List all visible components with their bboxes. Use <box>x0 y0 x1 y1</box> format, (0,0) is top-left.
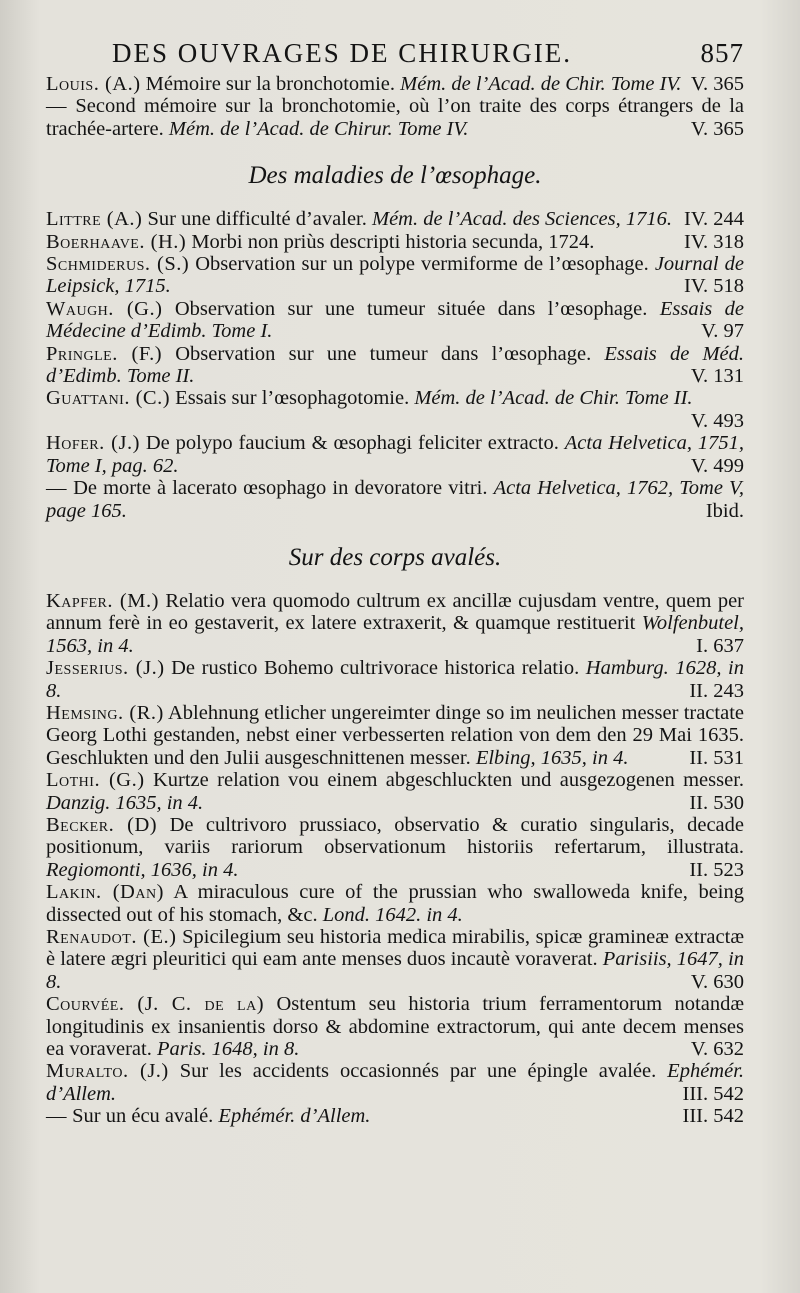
entry-reference: Mém. de l’Acad. des Sciences, 1716. <box>372 208 672 231</box>
entry-reference: Wolfenbutel, 1563, in 4. <box>46 612 744 657</box>
entry-reference: Acta Helvetica, 1762, Tome V, page 165. <box>46 477 745 522</box>
entry-reference: Mém. de l’Acad. de Chirur. Tome IV. <box>168 117 469 140</box>
entry-volume: III. 542 <box>682 1082 744 1105</box>
entry-volume: I. 637 <box>696 634 744 657</box>
bibliography-entry <box>46 926 744 993</box>
entry-author: — <box>46 1105 67 1128</box>
entry-author: Louis. (A.) <box>46 73 141 95</box>
bibliography-entry <box>46 657 744 702</box>
entry-author: — <box>46 477 67 500</box>
entry-reference: Essais de Médecine d’Edimb. Tome I. <box>46 297 745 343</box>
entry-author: Jesserius. (J.) <box>46 657 165 680</box>
entry-author: Hemsing. (R.) <box>46 701 164 724</box>
bibliography-entry <box>46 73 744 95</box>
bibliography-entry <box>46 702 744 769</box>
entry-volume: V. 97 <box>701 320 744 343</box>
running-head <box>112 38 744 69</box>
entry-volume: II. 523 <box>689 858 744 881</box>
bibliography-entry <box>46 993 744 1060</box>
entry-title: Sur les accidents occasionnés par une épingle avalée. <box>179 1060 657 1083</box>
entry-title: Morbi non priùs descripti historia secunda, 1724. <box>191 230 595 253</box>
entry-volume: IV. 318 <box>684 230 744 253</box>
entry-author: Lakin. (Dan) <box>46 881 164 904</box>
entry-reference: Regiomonti, 1636, in 4. <box>46 858 239 881</box>
entry-title: Mémoire sur la bronchotomie. <box>145 73 396 95</box>
entry-author: Renaudot. (E.) <box>46 926 177 948</box>
entry-volume: V. 493 <box>690 409 744 432</box>
entry-reference: Mém. de l’Acad. de Chir. Tome IV. <box>400 73 682 95</box>
bibliography-entry <box>46 253 744 298</box>
entry-title: Kurtze relation vou einem abgeschluckten und ausgezogenen messer. <box>152 769 745 792</box>
bibliography-entry <box>46 881 744 926</box>
entry-title: Sur une difficulté d’avaler. <box>147 208 367 231</box>
entry-title: Essais sur l’œsophagotomie. <box>175 387 410 410</box>
entry-author: Muralto. (J.) <box>46 1060 169 1083</box>
entry-author: Hofer. (J.) <box>46 432 140 455</box>
entry-title: Relatio vera quomodo cultrum ex ancillæ cujusdam ventre, quem per annum ferè in eo gestaverit, ex latere extraxerit, & quamque restituerit <box>46 589 744 635</box>
entry-volume: V. 632 <box>690 1038 744 1061</box>
bibliography-entry <box>46 769 744 814</box>
bibliography-entry <box>46 590 744 657</box>
entry-volume: II. 530 <box>689 791 744 814</box>
entry-reference: Journal de Leipsick, 1715. <box>46 253 744 298</box>
entry-reference: Ephémér. d’Allem. <box>46 1060 745 1105</box>
entry-volume: V. 365 <box>690 117 744 140</box>
entry-reference: Essais de Méd. d’Edimb. Tome II. <box>46 342 745 388</box>
entry-title: De morte à lacerato œsophago in devoratore vitri. <box>73 477 488 500</box>
entry-title: A miraculous cure of the prussian who swalloweda knife, being dissected out of his stomach, &c. <box>46 881 744 926</box>
entry-author: Littre (A.) <box>46 208 143 231</box>
entry-reference: Acta Helvetica, 1751, Tome I, pag. 62. <box>46 432 744 477</box>
entry-title: Observation sur une tumeur dans l’œsophage. <box>175 342 592 365</box>
entry-title: Ostentum seu historia trium ferramentorum notandæ longitudinis ex insanientis dorso & abdomine extractorum, qui ante decem menses ea voraverat. <box>46 993 745 1061</box>
entry-reference: Hamburg. 1628, in 8. <box>46 657 744 702</box>
entry-title: De cultrivoro prussiaco, observatio & curatio singularis, decade positionum, variis rariorum observationum historiis refertarum, illustrata. <box>46 813 744 859</box>
entry-reference: Elbing, 1635, in 4. <box>475 746 629 769</box>
entry-author: Boerhaave. (H.) <box>46 230 187 253</box>
bibliography-entry <box>46 231 744 253</box>
bibliography-entry <box>46 208 744 230</box>
entry-author: Schmiderus. (S.) <box>46 253 190 276</box>
bibliography-entry <box>46 432 744 477</box>
entry-volume: V. 630 <box>690 970 744 993</box>
entry-author: Pringle. (F.) <box>46 342 163 365</box>
bibliography-entry <box>46 1105 744 1127</box>
entry-title: De rustico Bohemo cultrivorace historica relatio. <box>171 657 580 680</box>
entry-reference: Ephémér. d’Allem. <box>218 1105 371 1128</box>
entry-volume: IV. 518 <box>684 275 744 298</box>
entry-author: Kapfer. (M.) <box>46 589 159 612</box>
section-title: Des maladies de l’œsophage. <box>248 162 542 190</box>
entry-volume: III. 542 <box>682 1105 744 1128</box>
entry-title: Observation sur un polype vermiforme de l’œsophage. <box>195 253 649 276</box>
entry-reference: Mém. de l’Acad. de Chir. Tome II. <box>414 387 693 410</box>
entry-title: De polypo faucium & œsophagi feliciter extracto. <box>145 432 559 455</box>
entry-volume: II. 243 <box>689 679 744 702</box>
entry-author: Becker. (D) <box>46 813 158 836</box>
entry-reference: Parisiis, 1647, in 8. <box>46 948 745 993</box>
entry-author: Guattani. (C.) <box>46 387 171 410</box>
bibliography-entry <box>46 343 744 388</box>
entry-author: Courvée. (J. C. de la) <box>46 993 265 1016</box>
page-title: DES OUVRAGES DE CHIRURGIE. <box>112 38 573 68</box>
entry-author: — <box>46 95 67 118</box>
entry-volume: V. 131 <box>690 365 744 388</box>
entry-volume: Ibid. <box>705 499 744 522</box>
entry-title: Spicilegium seu historia medica mirabilis, spicæ gramineæ extractæ è latere ægri pleuritici qui eam ante menses duos incautè voraverat. <box>46 926 745 971</box>
bibliography-entry <box>46 1060 744 1105</box>
entry-volume: II. 531 <box>689 746 744 769</box>
entry-reference: Lond. 1642. in 4. <box>322 903 463 926</box>
entry-author: Waugh. (G.) <box>46 297 163 320</box>
entry-volume: V. 365 <box>690 73 744 95</box>
bibliography-entry <box>46 477 744 522</box>
bibliography-list <box>46 73 744 1128</box>
entry-volume: V. 499 <box>690 454 744 477</box>
entry-title: Observation sur une tumeur située dans l’œsophage. <box>174 297 648 320</box>
section-title: Sur des corps avalés. <box>288 543 502 571</box>
entry-title: Second mémoire sur la bronchotomie, où l’on traite des corps étrangers de la trachée-artere. <box>46 95 744 140</box>
entry-author: Lothi. (G.) <box>46 769 145 792</box>
bibliography-entry <box>46 387 744 432</box>
entry-reference: Danzig. 1635, in 4. <box>46 791 204 814</box>
entry-title: Sur un écu avalé. <box>72 1105 214 1128</box>
bibliography-entry <box>46 298 744 343</box>
page-number: 857 <box>700 38 744 68</box>
bibliography-entry <box>46 814 744 881</box>
bibliography-entry <box>46 95 744 140</box>
entry-reference: Paris. 1648, in 8. <box>156 1038 300 1061</box>
entry-title: Ablehnung etlicher ungereimter dinge so im neulichen messer tractate Georg Lothi gestanden, nebst einer verbesserten relation von dem den 29 Mai 1635. Geschlukten und den Julii ausgeschnittenen messer. <box>46 701 744 769</box>
entry-volume: IV. 244 <box>684 208 744 231</box>
